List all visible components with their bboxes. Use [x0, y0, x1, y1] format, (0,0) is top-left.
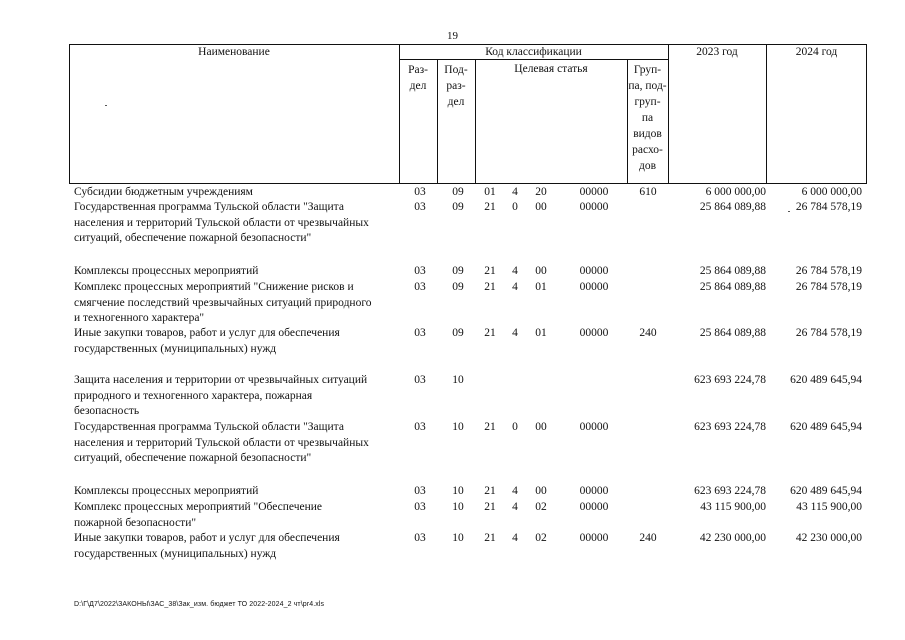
target-part4-cell: 00000 — [579, 327, 609, 339]
target-part1-cell: 21 — [484, 501, 496, 513]
target-part2-cell: 4 — [512, 327, 518, 339]
row-name-line: Государственная программа Тульской области "Защита — [74, 421, 344, 433]
target-part4-cell: 00000 — [579, 265, 609, 277]
podrazdel-cell: 09 — [452, 201, 464, 213]
target-part3-cell: 00 — [535, 485, 547, 497]
row-name-cell — [74, 264, 399, 280]
amount-2023-cell: 43 115 900,00 — [700, 501, 766, 513]
row-name-line: Защита населения и территории от чрезвычайных ситуаций — [74, 374, 368, 386]
target-part2-cell: 4 — [512, 532, 518, 544]
razdel-cell: 03 — [414, 501, 426, 513]
amount-2023-cell: 25 864 089,88 — [699, 327, 766, 339]
amount-2024-cell: 43 115 900,00 — [796, 501, 862, 513]
amount-2024-cell: 26 784 578,19 — [795, 265, 862, 277]
target-part1-cell: 21 — [484, 485, 496, 497]
target-part1-cell: 01 — [484, 186, 496, 198]
row-name-cell — [74, 500, 399, 531]
header-razdel-line: дел — [409, 80, 427, 92]
razdel-cell: 03 — [414, 374, 426, 386]
header-group-line: дов — [638, 160, 657, 172]
expense-group-cell: 240 — [639, 327, 657, 339]
row-name-line: ситуаций, обеспечение пожарной безопасности" — [74, 452, 312, 464]
header-group-line: Груп- — [633, 64, 662, 76]
header-podrazdel — [437, 62, 475, 110]
divider — [766, 44, 767, 184]
target-part2-cell: 4 — [512, 186, 518, 198]
amount-2024-cell: 620 489 645,94 — [790, 374, 862, 386]
header-podrazdel-line: Под- — [444, 64, 468, 76]
header-code-group: Код классификации — [485, 46, 582, 58]
amount-2023-cell: 623 693 224,78 — [694, 421, 766, 433]
expense-group-cell: 610 — [639, 186, 657, 198]
target-part4-cell: 00000 — [579, 485, 609, 497]
target-part4-cell: 00000 — [579, 201, 609, 213]
podrazdel-cell: 09 — [452, 265, 464, 277]
amount-2023-cell: 623 693 224,78 — [694, 374, 766, 386]
amount-2023-cell: 42 230 000,00 — [699, 532, 766, 544]
row-name-line: Государственная программа Тульской области "Защита — [74, 201, 344, 213]
amount-2024-cell: 42 230 000,00 — [795, 532, 862, 544]
target-part4-cell: 00000 — [579, 532, 609, 544]
razdel-cell: 03 — [414, 327, 426, 339]
page-number: 19 — [447, 30, 458, 42]
target-part2-cell: 4 — [512, 281, 518, 293]
razdel-cell: 03 — [414, 265, 426, 277]
header-group-line: па, под- — [628, 80, 667, 92]
razdel-cell: 03 — [414, 281, 426, 293]
row-name-line: государственных (муниципальных) нужд — [74, 547, 277, 560]
podrazdel-cell: 09 — [452, 327, 464, 339]
header-group — [627, 62, 668, 174]
row-name-cell — [74, 531, 399, 562]
target-part1-cell: 21 — [484, 421, 496, 433]
amount-2023-cell: 25 864 089,88 — [699, 281, 766, 293]
row-name-line: Иные закупки товаров, работ и услуг для обеспечения — [74, 327, 340, 339]
header-group-line: груп- — [634, 96, 661, 108]
row-name-line: смягчение последствий чрезвычайных ситуаций природного — [74, 296, 372, 309]
row-name-line: Субсидии бюджетным учреждениям — [74, 186, 253, 198]
header-year-2023: 2023 год — [696, 46, 738, 58]
row-name-line: Комплекс процессных мероприятий "Обеспечение — [74, 501, 323, 513]
target-part3-cell: 20 — [535, 186, 547, 198]
razdel-cell: 03 — [414, 421, 426, 433]
header-podrazdel-line: дел — [447, 96, 465, 108]
row-name-line: государственных (муниципальных) нужд — [74, 342, 277, 355]
row-name-line: пожарной безопасности" — [74, 516, 197, 529]
row-name-line: и техногенного характера" — [74, 312, 205, 324]
header-group-line: па — [641, 112, 654, 124]
target-part1-cell: 21 — [484, 265, 496, 277]
target-part2-cell: 4 — [512, 265, 518, 277]
row-name-cell — [74, 185, 399, 201]
amount-2024-cell: 620 489 645,94 — [790, 421, 862, 433]
header-group-line: видов — [633, 128, 662, 140]
amount-2024-cell: 6 000 000,00 — [801, 186, 862, 198]
razdel-cell: 03 — [414, 485, 426, 497]
target-part3-cell: 02 — [535, 532, 547, 544]
target-part3-cell: 01 — [535, 281, 547, 293]
target-part3-cell: 01 — [535, 327, 547, 339]
razdel-cell: 03 — [414, 532, 426, 544]
target-part2-cell: 4 — [512, 501, 518, 513]
podrazdel-cell: 10 — [452, 421, 464, 433]
target-part2-cell: 0 — [512, 421, 518, 433]
razdel-cell: 03 — [414, 186, 426, 198]
target-part3-cell: 00 — [535, 265, 547, 277]
razdel-cell: 03 — [414, 201, 426, 213]
podrazdel-cell: 10 — [452, 485, 464, 497]
scan-speck — [105, 105, 107, 106]
amount-2023-cell: 25 864 089,88 — [699, 265, 766, 277]
podrazdel-cell: 10 — [452, 532, 464, 544]
expense-group-cell: 240 — [639, 532, 657, 544]
row-name-line: населения и территорий Тульской области от чрезвычайных — [74, 436, 369, 449]
row-name-line: Комплексы процессных мероприятий — [74, 485, 259, 497]
row-name-line: населения и территорий Тульской области от чрезвычайных — [74, 216, 369, 229]
amount-2024-cell: 26 784 578,19 — [795, 327, 862, 339]
target-part1-cell: 21 — [484, 281, 496, 293]
row-name-cell — [74, 420, 399, 467]
target-part2-cell: 0 — [512, 201, 518, 213]
podrazdel-cell: 09 — [452, 186, 464, 198]
amount-2023-cell: 25 864 089,88 — [699, 201, 766, 213]
target-part3-cell: 00 — [535, 421, 547, 433]
header-razdel-line: Раз- — [408, 64, 428, 76]
header-target: Целевая статья — [514, 63, 588, 75]
row-name-line: Комплекс процессных мероприятий "Снижение рисков и — [74, 281, 354, 293]
target-part3-cell: 02 — [535, 501, 547, 513]
row-name-line: безопасность — [74, 405, 140, 417]
row-name-cell — [74, 373, 399, 420]
header-year-2024: 2024 год — [795, 46, 838, 58]
row-name-line: Иные закупки товаров, работ и услуг для обеспечения — [74, 532, 340, 544]
divider — [475, 59, 476, 184]
target-part3-cell: 00 — [535, 201, 547, 213]
amount-2024-cell: 26 784 578,19 — [795, 281, 862, 293]
scan-speck — [788, 211, 790, 212]
row-name-cell — [74, 484, 399, 500]
podrazdel-cell: 09 — [452, 281, 464, 293]
row-name-line: ситуаций, обеспечение пожарной безопасности" — [74, 232, 312, 244]
podrazdel-cell: 10 — [452, 501, 464, 513]
header-name: Наименование — [198, 46, 270, 58]
row-name-line: природного и техногенного характера, пожарная — [74, 389, 313, 402]
row-name-line: Комплексы процессных мероприятий — [74, 265, 259, 277]
header-group-line: расхо- — [632, 144, 663, 156]
file-path-footer: D:\Г\Д7\2022\ЗАКОНЫ\ЗАС_38\Зак_изм. бюджет ТО 2022-2024_2 чт\pr4.xls — [74, 601, 325, 608]
target-part4-cell: 00000 — [579, 281, 609, 293]
row-name-cell — [74, 326, 399, 357]
target-part4-cell: 00000 — [579, 421, 609, 433]
row-name-cell — [74, 200, 399, 247]
header-podrazdel-line: раз- — [446, 80, 466, 92]
target-part1-cell: 21 — [484, 532, 496, 544]
amount-2023-cell: 6 000 000,00 — [705, 186, 766, 198]
podrazdel-cell: 10 — [452, 374, 464, 386]
row-name-cell — [74, 280, 399, 327]
target-part4-cell: 00000 — [579, 501, 609, 513]
target-part4-cell: 00000 — [579, 186, 609, 198]
target-part1-cell: 21 — [484, 327, 496, 339]
amount-2023-cell: 623 693 224,78 — [694, 485, 766, 497]
target-part1-cell: 21 — [484, 201, 496, 213]
header-razdel — [399, 62, 437, 94]
target-part2-cell: 4 — [512, 485, 518, 497]
divider — [668, 44, 669, 184]
amount-2024-cell: 620 489 645,94 — [790, 485, 862, 497]
amount-2024-cell: 26 784 578,19 — [795, 201, 862, 213]
